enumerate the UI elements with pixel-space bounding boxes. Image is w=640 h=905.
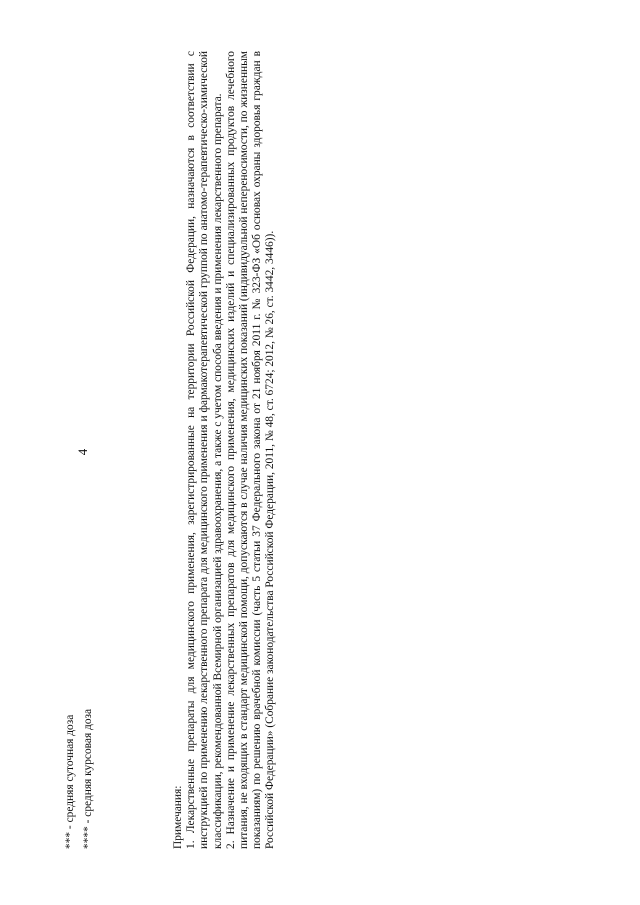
dose-legend bbox=[64, 549, 100, 849]
rotated-content bbox=[60, 37, 580, 867]
page-number: 4 bbox=[75, 448, 90, 456]
notes-heading: Примечания: bbox=[172, 785, 184, 849]
note-item-2: 2. Назначение и применение лекарственных препаратов для медицинского применения, медицинских изделий и специализированных продуктов лечебного питания, не входящих в стандарт медицинской помощи, допускаются в случае наличия медицинских показаний (индивидуальной непереносимости, по жизненным показаниям) по решению врачебной комиссии (часть 5 статьи 37 Федерального закона от 21 ноября 2011 г. № 323-ФЗ «Об основах охраны здоровья граждан в Российской Федерации» (Собрание законодательства Российской Федерации, 2011, № 48, ст. 6724; 2012, № 26, ст. 3442, 3446)). bbox=[224, 51, 277, 849]
note-item-1: 1. Лекарственные препараты для медицинского применения, зарегистрированные на территории Российской Федерации, назначаются в соответствии с инструкцией по применению лекарственного препарата для медицинского применения и фармакотерапевтической группой по анатомо-терапевтическо-химической классификации, рекомендованной Всемирной организацией здравоохранения, а также с учетом способа введения и применения лекарственного препарата. bbox=[185, 51, 224, 849]
legend-course-dose: **** - средняя курсовая доза bbox=[82, 708, 95, 849]
notes-section bbox=[172, 51, 278, 849]
legend-daily-dose: *** - средняя суточная доза bbox=[64, 714, 76, 849]
